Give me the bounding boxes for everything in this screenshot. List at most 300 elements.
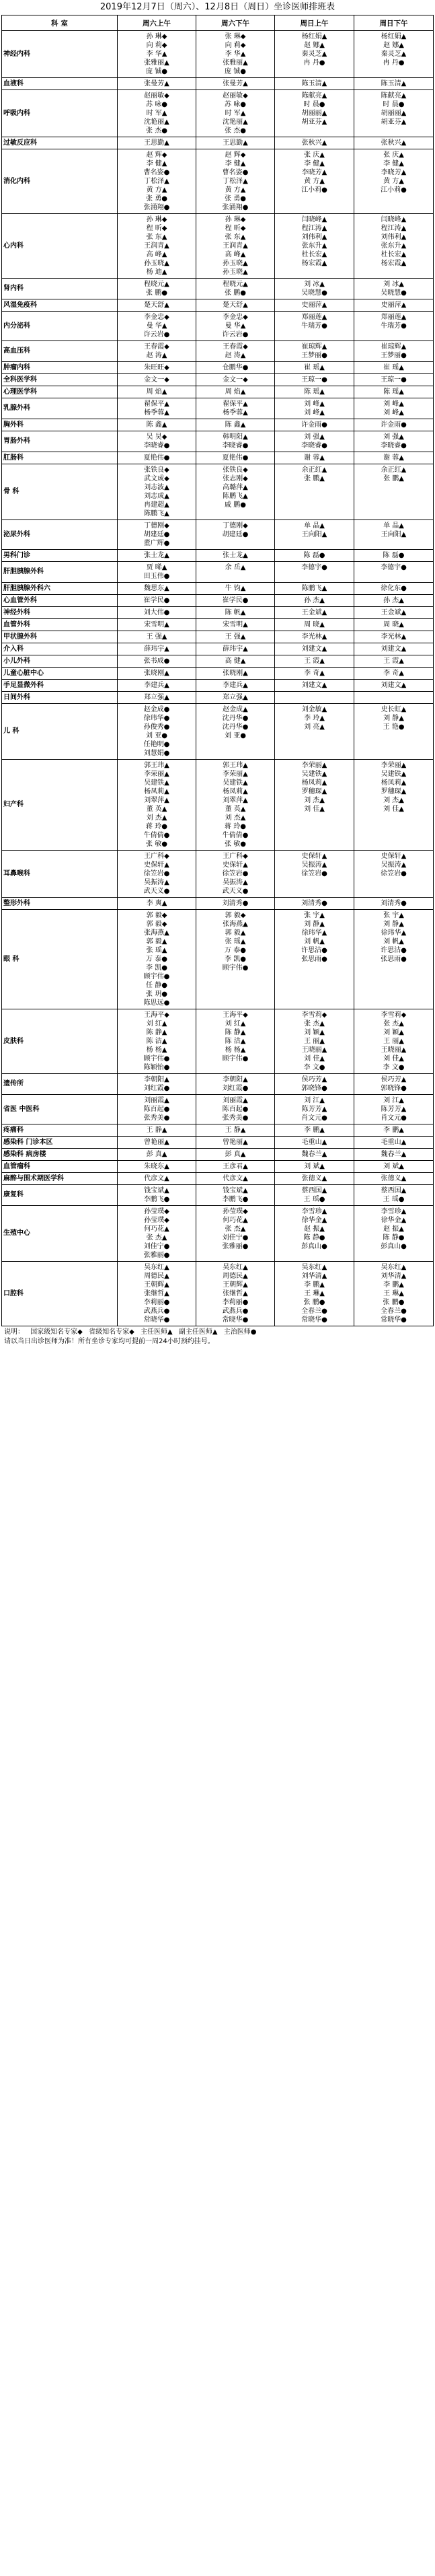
doctor-name: 赵 振▲ — [304, 1225, 325, 1233]
doctor-name: 罗穗琛▲ — [381, 788, 407, 795]
doctor-name: 王向阳▲ — [301, 531, 327, 538]
doctor-name: 陈思远● — [143, 999, 170, 1007]
schedule-cell — [354, 279, 434, 299]
doctor-name: 张 宇▲ — [304, 912, 325, 919]
legend-line-1 — [4, 1328, 431, 1337]
table-row — [2, 851, 434, 898]
schedule-cell — [275, 655, 354, 668]
schedule-cell — [118, 520, 196, 550]
doctor-name: 刘 佳▲ — [304, 1055, 325, 1063]
doctor-name: 刘 亚● — [225, 732, 246, 740]
doctor-name: 张 宇▲ — [383, 912, 404, 919]
doctor-name: 刘 红▲ — [225, 1020, 246, 1028]
schedule-cell — [196, 607, 275, 619]
schedule-cell — [196, 655, 275, 668]
doctor-name: 武燕兵● — [143, 1308, 170, 1315]
table-row — [2, 680, 434, 692]
schedule-cell — [118, 1074, 196, 1095]
schedule-cell — [275, 851, 354, 898]
doctor-name: 杨 迪▲ — [146, 269, 167, 276]
schedule-cell — [275, 692, 354, 704]
doctor-name: 翟保平▲ — [144, 400, 169, 408]
schedule-cell — [196, 550, 275, 562]
doctor-name: 胡丽丽▲ — [301, 110, 327, 117]
schedule-cell — [275, 1206, 354, 1262]
schedule-cell — [118, 562, 196, 583]
doctor-name: 杨凤莉▲ — [223, 788, 248, 795]
doctor-name: 刘 冰▲ — [383, 281, 404, 288]
doctor-name: 刘翠萍▲ — [223, 797, 248, 804]
doctor-name: 崔学民● — [143, 597, 170, 604]
doctor-name: 张曼芳▲ — [223, 80, 248, 87]
doctor-name: 沈艳丽▲ — [223, 118, 248, 126]
doctor-name: 张 杰▲ — [383, 1020, 404, 1028]
doctor-name: 李朝阳▲ — [144, 1076, 169, 1083]
doctor-name: 杨凤莉▲ — [301, 779, 327, 787]
table-row — [2, 692, 434, 704]
doctor-name: 陈玉清▲ — [381, 80, 407, 87]
doctor-name: 张秀美● — [222, 1114, 249, 1122]
schedule-cell — [275, 419, 354, 431]
doctor-name: 夏艳伟● — [143, 454, 170, 462]
schedule-cell — [196, 374, 275, 386]
department-name: 感染科 病房楼 — [2, 1149, 118, 1161]
schedule-cell — [275, 704, 354, 760]
doctor-name: 单 晶▲ — [304, 522, 325, 530]
doctor-name: 江小莉● — [381, 186, 407, 194]
doctor-name: 李光林▲ — [381, 633, 407, 641]
doctor-name: 吴 昊◆ — [146, 433, 167, 441]
doctor-name: 郭 毅▲ — [146, 938, 167, 945]
schedule-cell — [196, 1185, 275, 1206]
table-row — [2, 910, 434, 1009]
doctor-name: 陈 静● — [383, 1234, 405, 1242]
doctor-name: 陈芳芳▲ — [381, 1106, 407, 1113]
schedule-cell — [118, 299, 196, 312]
schedule-cell — [196, 760, 275, 851]
schedule-cell — [196, 31, 275, 78]
department-name: 胸外科 — [2, 419, 118, 431]
doctor-name: 王朝辉▲ — [144, 1281, 169, 1289]
schedule-cell — [196, 341, 275, 362]
doctor-name: 张德义▲ — [381, 1175, 407, 1182]
doctor-name: 李光林▲ — [301, 633, 327, 641]
doctor-name: 牛 钧▲ — [225, 585, 246, 592]
schedule-cell — [354, 1009, 434, 1074]
doctor-name: 刘 江▲ — [383, 1097, 404, 1104]
doctor-name: 王彦君▲ — [223, 1163, 248, 1170]
doctor-name: 张雅丽● — [143, 1252, 170, 1259]
schedule-cell — [354, 704, 434, 760]
schedule-cell — [118, 760, 196, 851]
department-name: 手足显微外科 — [2, 680, 118, 692]
doctor-name: 李 凯● — [225, 956, 246, 963]
doctor-name: 王润青▲ — [144, 242, 169, 250]
doctor-name: 徐玮华▲ — [381, 929, 407, 937]
doctor-name: 吴建铁▲ — [301, 771, 327, 778]
doctor-name: 王广科◆ — [144, 853, 169, 860]
schedule-cell — [196, 668, 275, 680]
schedule-cell — [275, 90, 354, 137]
schedule-cell — [354, 1074, 434, 1095]
doctor-name: 张思雨● — [381, 956, 407, 963]
doctor-name: 冉 丹● — [303, 59, 325, 67]
table-row — [2, 1095, 434, 1124]
doctor-name: 庞 铖● — [225, 68, 246, 75]
doctor-name: 常晓华● — [143, 1316, 170, 1324]
table-row — [2, 1074, 434, 1095]
doctor-name: 何巧花▲ — [144, 1225, 169, 1233]
doctor-name: 张海燕▲ — [144, 929, 169, 937]
doctor-name: 曹名姿● — [222, 169, 249, 176]
doctor-name: 李荣丽▲ — [223, 771, 248, 778]
schedule-cell — [275, 341, 354, 362]
schedule-cell — [118, 431, 196, 452]
schedule-cell — [354, 910, 434, 1009]
schedule-cell — [275, 607, 354, 619]
legend-item: 国家级知名专家◆ — [30, 1328, 83, 1336]
table-row — [2, 668, 434, 680]
schedule-cell — [118, 452, 196, 464]
schedule-cell — [354, 607, 434, 619]
table-row — [2, 1206, 434, 1262]
doctor-name: 曹名姿● — [143, 169, 170, 176]
doctor-name: 刘 颖▲ — [383, 1029, 404, 1036]
table-row — [2, 341, 434, 362]
doctor-name: 孙 杰▲ — [383, 597, 404, 604]
page-title: 2019年12月7日（周六）、12月8日（周日）坐诊医师排班表 — [100, 2, 335, 12]
doctor-name: 杨宏霞▲ — [301, 260, 327, 267]
doctor-name: 李金忠◆ — [223, 314, 248, 321]
doctor-name: 李 文● — [383, 1064, 405, 1071]
schedule-cell — [196, 851, 275, 898]
doctor-name: 陈 静● — [303, 1234, 325, 1242]
doctor-name: 陈 洁▲ — [146, 1038, 167, 1045]
schedule-cell — [196, 1137, 275, 1149]
schedule-cell — [354, 31, 434, 78]
doctor-name: 牛倩倩● — [143, 832, 170, 839]
schedule-cell — [118, 464, 196, 520]
doctor-name: 谢 蓉▲ — [304, 454, 325, 462]
doctor-name: 丁德刚◆ — [144, 522, 169, 530]
schedule-cell — [354, 137, 434, 149]
department-name: 小儿外科 — [2, 655, 118, 668]
schedule-cell — [275, 583, 354, 595]
schedule-cell — [196, 1206, 275, 1262]
table-row — [2, 1262, 434, 1326]
doctor-name: 常晓华● — [381, 1316, 407, 1324]
doctor-name: 孙玉晓▲ — [223, 260, 248, 267]
legend-item: 副主任医师▲ — [178, 1328, 218, 1336]
doctor-name: 刘 峰▲ — [383, 400, 404, 408]
doctor-name: 刘红霞● — [143, 1085, 170, 1092]
doctor-name: 刘 静▲ — [383, 921, 404, 928]
doctor-name: 陈鹏飞▲ — [301, 585, 327, 592]
doctor-name: 史保轩▲ — [144, 861, 169, 869]
schedule-cell — [354, 374, 434, 386]
doctor-name: 刘清秀● — [222, 900, 249, 907]
schedule-cell — [118, 214, 196, 279]
schedule-cell — [275, 668, 354, 680]
doctor-name: 张德义▲ — [301, 1175, 327, 1182]
schedule-cell — [354, 464, 434, 520]
doctor-name: 孙 杰▲ — [304, 597, 325, 604]
schedule-cell — [118, 1185, 196, 1206]
doctor-name: 沈艳丽▲ — [144, 118, 169, 126]
schedule-cell — [196, 362, 275, 374]
schedule-cell — [354, 431, 434, 452]
schedule-cell — [118, 583, 196, 595]
doctor-name: 时 晨● — [303, 101, 325, 108]
doctor-name: 沈丹华● — [222, 723, 249, 731]
doctor-name: 闫晓峰▲ — [301, 216, 327, 223]
doctor-name: 杨季蓉▲ — [144, 409, 169, 417]
table-row — [2, 619, 434, 631]
doctor-name: 陈 鑫▲ — [225, 421, 246, 429]
doctor-name — [356, 693, 432, 702]
doctor-name: 周 焰▲ — [146, 388, 167, 396]
doctor-name: 李德宇● — [301, 564, 327, 571]
doctor-name: 杨 杨▲ — [225, 1046, 246, 1054]
doctor-name: 刘志成▲ — [144, 493, 169, 500]
department-name: 眼 科 — [2, 910, 118, 1009]
schedule-cell — [118, 1206, 196, 1262]
doctor-name: 张 杰▲ — [225, 1225, 246, 1233]
schedule-cell — [354, 1161, 434, 1173]
doctor-name: 李 华▲ — [225, 50, 246, 58]
doctor-name: 王润青▲ — [223, 242, 248, 250]
doctor-name: 李建兵▲ — [144, 682, 169, 689]
doctor-name: 吴建铁▲ — [144, 779, 169, 787]
schedule-cell — [354, 452, 434, 464]
department-name: 省医 中医科 — [2, 1095, 118, 1124]
doctor-name: 刘慧娟● — [143, 750, 170, 757]
doctor-name: 李 华▲ — [146, 50, 167, 58]
doctor-name: 徐玮华▲ — [301, 929, 327, 937]
doctor-name: 王晓丽▲ — [381, 1046, 407, 1054]
doctor-name: 胡亚芬▲ — [381, 118, 407, 126]
doctor-name: 蒋 玲● — [146, 823, 167, 830]
header-sun-pm: 周日下午 — [354, 15, 434, 31]
legend-line-2: 请以当日出诊医师为准！所有坐诊专家均可提前一周24小时预约挂号。 — [4, 1338, 214, 1345]
doctor-name: 王 强▲ — [146, 633, 167, 641]
doctor-name: 王晓丽▲ — [301, 1046, 327, 1054]
doctor-name: 张 庆▲ — [383, 151, 404, 159]
doctor-name: 郭 毅◆ — [225, 912, 246, 919]
department-name: 麻醉与围术期医学科 — [2, 1173, 118, 1185]
doctor-name: 陈鹏飞▲ — [144, 510, 169, 517]
department-name: 遗传所 — [2, 1074, 118, 1095]
doctor-name: 郭 毅◆ — [146, 912, 167, 919]
doctor-name: 胡建廷● — [143, 531, 170, 538]
doctor-name: 郭 毅▲ — [225, 929, 246, 937]
doctor-name: 张书成● — [143, 657, 170, 665]
schedule-cell — [196, 1124, 275, 1137]
doctor-name: 宋雪明▲ — [144, 621, 169, 629]
doctor-name: 李莉丽● — [222, 1299, 249, 1306]
doctor-name: 李莉丽● — [143, 1299, 170, 1306]
schedule-cell — [118, 692, 196, 704]
doctor-name: 刘 静▲ — [383, 715, 404, 722]
schedule-cell — [275, 520, 354, 550]
schedule-cell — [354, 692, 434, 704]
doctor-name: 张晓刚▲ — [223, 670, 248, 677]
header-dept: 科 室 — [2, 15, 118, 31]
schedule-cell — [354, 898, 434, 910]
doctor-name: 王海平◆ — [223, 1011, 248, 1019]
department-name: 神经内科 — [2, 31, 118, 78]
department-name: 口腔科 — [2, 1262, 118, 1326]
doctor-name: 李 鹏▲ — [383, 1281, 404, 1289]
doctor-name: 彭 真▲ — [146, 1151, 167, 1158]
doctor-name: 刘清秀● — [301, 900, 327, 907]
doctor-name: 张 杰▲ — [146, 1234, 167, 1242]
schedule-cell — [275, 1161, 354, 1173]
doctor-name: 李晓芳▲ — [381, 169, 407, 176]
header-sat-am: 周六上午 — [118, 15, 196, 31]
doctor-name: 徐化东● — [381, 585, 407, 592]
department-name: 整形外科 — [2, 898, 118, 910]
doctor-name: 杨宏霞▲ — [381, 260, 407, 267]
doctor-name: 张铁良◆ — [223, 466, 248, 474]
schedule-cell — [275, 149, 354, 214]
schedule-cell — [118, 655, 196, 668]
table-row — [2, 1009, 434, 1074]
doctor-name: 王梦丽● — [381, 352, 407, 359]
doctor-name: 陈 静▲ — [146, 1029, 167, 1036]
table-row — [2, 704, 434, 760]
doctor-name: 余 岳▲ — [225, 564, 246, 571]
doctor-name: 赵 涛▲ — [146, 352, 167, 359]
table-row — [2, 149, 434, 214]
doctor-name: 孙莹璞◆ — [223, 1208, 248, 1215]
doctor-name: 张 鹏● — [225, 289, 246, 297]
doctor-name: 李 鹏▲ — [383, 1126, 404, 1134]
doctor-name: 程江涛▲ — [381, 225, 407, 232]
doctor-name: 高璐萍▲ — [223, 484, 248, 491]
schedule-cell — [354, 562, 434, 583]
doctor-name: 史长虹▲ — [381, 706, 407, 713]
schedule-cell — [354, 90, 434, 137]
doctor-name: 代彦文▲ — [144, 1175, 169, 1182]
doctor-name: 高 健▲ — [225, 657, 246, 665]
doctor-name: 黄 方▲ — [383, 178, 404, 185]
doctor-name: 许思洁● — [381, 947, 407, 954]
doctor-name: 刘 峰▲ — [304, 400, 325, 408]
doctor-name: 陈献亮▲ — [301, 92, 327, 100]
schedule-cell — [275, 279, 354, 299]
schedule-cell — [275, 464, 354, 520]
doctor-name: 刘红霞● — [222, 1085, 249, 1092]
doctor-name: 余正红▲ — [301, 466, 327, 474]
department-name: 生殖中心 — [2, 1206, 118, 1262]
department-name: 肛肠科 — [2, 452, 118, 464]
doctor-name: 蒋 玲● — [225, 823, 246, 830]
doctor-name: 金文一◆ — [144, 376, 169, 384]
schedule-cell — [275, 1124, 354, 1137]
doctor-name: 吴晓慧● — [301, 289, 327, 297]
doctor-name: 刘 杰▲ — [304, 797, 325, 804]
doctor-name: 肖文元● — [381, 1114, 407, 1122]
doctor-name: 李雪莉◆ — [381, 1011, 407, 1019]
doctor-name: 李荣丽▲ — [381, 762, 407, 769]
doctor-name: 万 泰● — [146, 956, 167, 963]
doctor-name: 崔 瑶▲ — [383, 364, 404, 371]
doctor-name: 王海平◆ — [144, 1011, 169, 1019]
doctor-name: 魏思东▲ — [144, 585, 169, 592]
schedule-cell — [275, 362, 354, 374]
doctor-name: 张海燕▲ — [223, 921, 248, 928]
schedule-cell — [275, 680, 354, 692]
doctor-name: 王向阳▲ — [381, 531, 407, 538]
schedule-cell — [275, 1262, 354, 1326]
doctor-name: 陈 静▲ — [225, 1029, 246, 1036]
doctor-name: 李晓睿● — [381, 442, 407, 450]
table-row — [2, 1161, 434, 1173]
table-row — [2, 312, 434, 341]
legend — [0, 1326, 435, 1348]
doctor-name: 韩明阳▲ — [223, 433, 248, 441]
table-row — [2, 1185, 434, 1206]
schedule-cell — [354, 312, 434, 341]
doctor-name: 王梦丽● — [301, 352, 327, 359]
schedule-cell — [354, 851, 434, 898]
table-row — [2, 550, 434, 562]
department-name: 血液科 — [2, 78, 118, 90]
doctor-name: 王 艳● — [383, 723, 405, 731]
doctor-name: 郑丽莲▲ — [301, 314, 327, 321]
doctor-name: 刘清秀● — [381, 900, 407, 907]
schedule-cell — [118, 398, 196, 419]
doctor-name: 李晓睿● — [222, 442, 249, 450]
doctor-name: 王 琳▲ — [383, 1290, 404, 1297]
doctor-name: 周德民▲ — [223, 1273, 248, 1280]
doctor-name: 刘 佳▲ — [383, 1055, 404, 1063]
schedule-cell — [354, 680, 434, 692]
schedule-cell — [196, 299, 275, 312]
doctor-name: 杨 杨▲ — [146, 1046, 167, 1054]
doctor-name: 李建兵▲ — [223, 682, 248, 689]
doctor-name: 程晓元▲ — [144, 281, 169, 288]
department-name: 呼吸内科 — [2, 90, 118, 137]
doctor-name: 吴建铁▲ — [223, 779, 248, 787]
doctor-name: 史丽萍▲ — [381, 301, 407, 309]
schedule-cell — [354, 1095, 434, 1124]
doctor-name: 刘华清▲ — [301, 1273, 327, 1280]
doctor-name: 武天义● — [222, 888, 249, 895]
doctor-name: 贾 晞▲ — [146, 564, 167, 571]
doctor-name: 夏艳伟● — [222, 454, 249, 462]
doctor-name: 翟保平▲ — [223, 400, 248, 408]
doctor-name: 顾宇伟● — [222, 1055, 249, 1063]
schedule-cell — [118, 1009, 196, 1074]
doctor-name: 蔡西国▲ — [381, 1187, 407, 1194]
schedule-cell — [118, 31, 196, 78]
doctor-name: 徐华金▲ — [381, 1217, 407, 1224]
schedule-cell — [196, 910, 275, 1009]
doctor-name: 张雅丽● — [222, 1243, 249, 1250]
schedule-cell — [196, 692, 275, 704]
doctor-name: 郑丽莲▲ — [381, 314, 407, 321]
schedule-cell — [118, 1137, 196, 1149]
schedule-cell — [275, 562, 354, 583]
schedule-cell — [196, 704, 275, 760]
doctor-name: 陈献亮▲ — [381, 92, 407, 100]
department-name: 心内科 — [2, 214, 118, 279]
department-name: 儿 科 — [2, 704, 118, 760]
doctor-name: 李雪珍▲ — [381, 1208, 407, 1215]
doctor-name: 杨凤莉▲ — [144, 788, 169, 795]
